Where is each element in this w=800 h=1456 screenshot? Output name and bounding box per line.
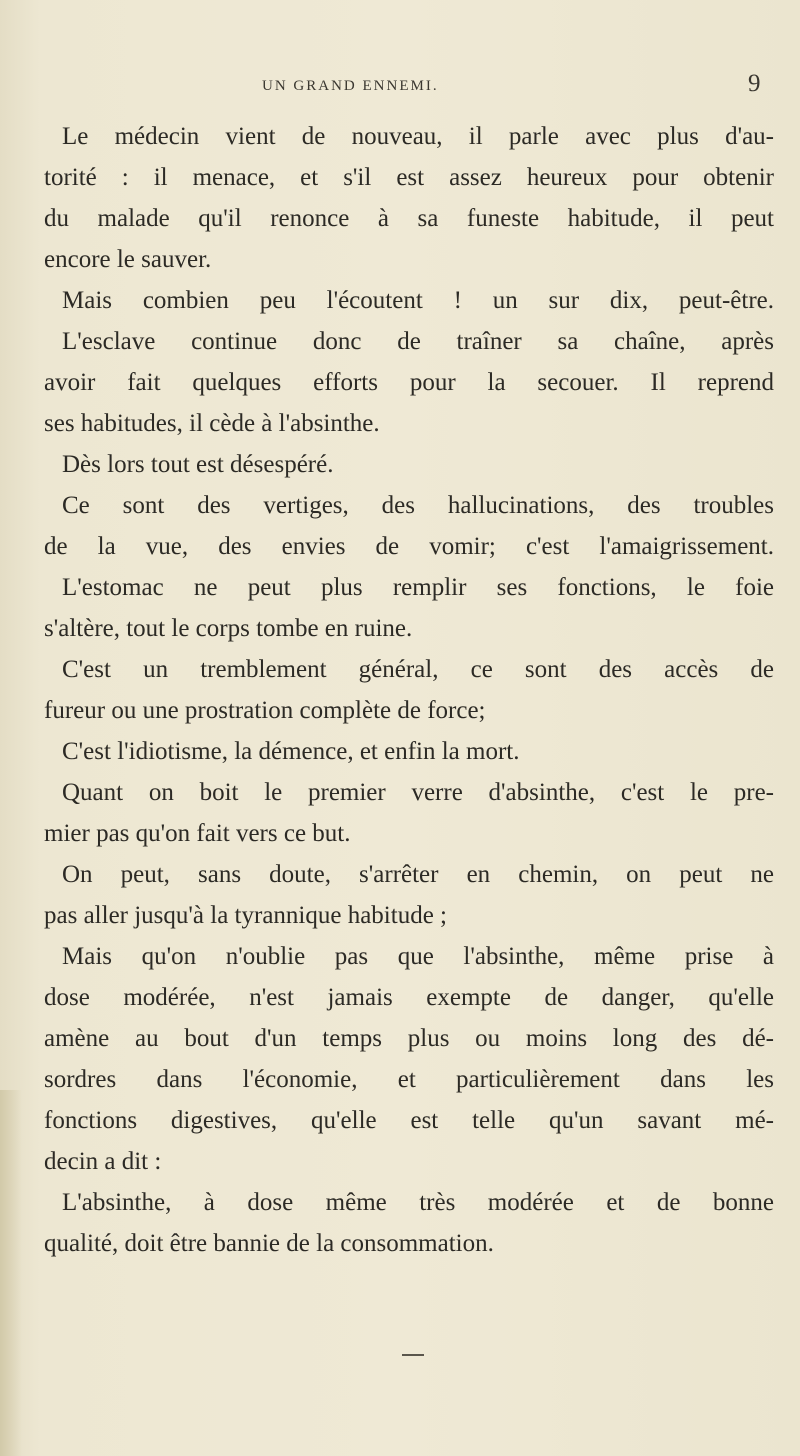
text-line: Le médecin vient de nouveau, il parle avec plus d'au- xyxy=(62,123,774,150)
text-line: torité : il menace, et s'il est assez heureux pour obtenir xyxy=(44,164,774,191)
text-line: L'estomac ne peut plus remplir ses fonctions, le foie xyxy=(62,574,774,601)
text-line: decin a dit : xyxy=(44,1148,162,1175)
body-text xyxy=(44,116,774,1264)
text-line: On peut, sans doute, s'arrêter en chemin, on peut ne xyxy=(62,861,774,888)
text-line: de la vue, des envies de vomir; c'est l'amaigrissement. xyxy=(44,533,774,560)
text-line: Mais qu'on n'oublie pas que l'absinthe, même prise à xyxy=(62,943,774,970)
text-line: C'est l'idiotisme, la démence, et enfin la mort. xyxy=(62,738,520,765)
text-line: L'absinthe, à dose même très modérée et de bonne xyxy=(62,1189,774,1216)
text-line: C'est un tremblement général, ce sont des accès de xyxy=(62,656,774,683)
text-line: Ce sont des vertiges, des hallucinations, des troubles xyxy=(62,492,774,519)
text-line: sordres dans l'économie, et particulièrement dans les xyxy=(44,1066,774,1093)
text-line: Mais combien peu l'écoutent ! un sur dix, peut-être. xyxy=(62,287,774,314)
text-line: du malade qu'il renonce à sa funeste habitude, il peut xyxy=(44,205,774,232)
text-line: fonctions digestives, qu'elle est telle qu'un savant mé- xyxy=(44,1107,774,1134)
running-head-title: UN GRAND ENNEMI. xyxy=(262,78,439,94)
text-line: s'altère, tout le corps tombe en ruine. xyxy=(44,615,413,642)
text-line: pas aller jusqu'à la tyrannique habitude ; xyxy=(44,902,447,929)
text-line: fureur ou une prostration complète de force; xyxy=(44,697,486,724)
text-line: avoir fait quelques efforts pour la secouer. Il reprend xyxy=(44,369,774,396)
end-dash xyxy=(402,1354,424,1356)
page-number: 9 xyxy=(748,70,761,97)
text-line: dose modérée, n'est jamais exempte de danger, qu'elle xyxy=(44,984,774,1011)
text-line: L'esclave continue donc de traîner sa chaîne, après xyxy=(62,328,774,355)
text-line: amène au bout d'un temps plus ou moins long des dé- xyxy=(44,1025,774,1052)
text-line: Dès lors tout est désespéré. xyxy=(62,451,334,478)
binding-shadow xyxy=(0,1090,22,1456)
running-head xyxy=(0,60,800,97)
text-line: ses habitudes, il cède à l'absinthe. xyxy=(44,410,380,437)
text-line: Quant on boit le premier verre d'absinthe, c'est le pre- xyxy=(62,779,774,806)
text-line: mier pas qu'on fait vers ce but. xyxy=(44,820,351,847)
text-line: encore le sauver. xyxy=(44,246,212,273)
text-line: qualité, doit être bannie de la consommation. xyxy=(44,1230,494,1257)
